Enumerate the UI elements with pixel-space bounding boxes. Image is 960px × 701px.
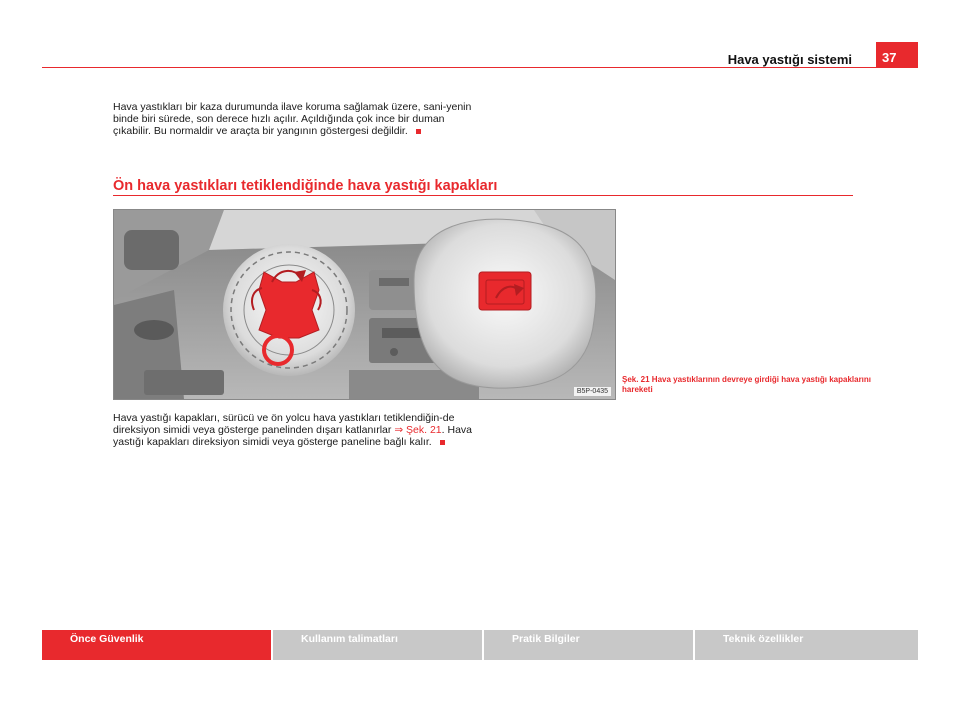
airbag-illustration-drawing [114, 210, 615, 399]
footer-tab-practical-info[interactable]: Pratik Bilgiler [484, 630, 693, 660]
running-header-title: Hava yastığı sistemi [727, 52, 852, 67]
intro-paragraph [113, 101, 473, 137]
header-divider [42, 67, 918, 68]
page-number: 37 [876, 42, 918, 68]
footer-tab-operating-instructions[interactable]: Kullanım talimatları [273, 630, 482, 660]
end-of-section-marker [440, 440, 445, 445]
intro-paragraph-text: Hava yastıkları bir kaza durumunda ilave koruma sağlamak üzere, sani-yenin binde biri sürede, son derece hızlı açılır. Açıldığında çok ince bir duman çıkabilir. Bu normaldir ve araçta bir yangının göstergesi değildir. [113, 101, 472, 137]
chapter-navigation-bar [42, 630, 918, 660]
figure-code: B5P-0435 [574, 387, 611, 396]
end-of-section-marker [416, 129, 421, 134]
section-heading: Ön hava yastıkları tetiklendiğinde hava yastığı kapakları [113, 178, 498, 194]
footer-tab-safety[interactable]: Önce Güvenlik [42, 630, 271, 660]
footer-tab-technical-specs[interactable]: Teknik özellikler [695, 630, 918, 660]
body-paragraph-text-before: Hava yastığı kapakları, sürücü ve ön yolcu hava yastıkları tetiklendiğin-de direksiyon simidi veya gösterge panelinden dışarı katlanırlar [113, 412, 455, 436]
body-paragraph [113, 412, 473, 448]
figure-cross-reference-link[interactable]: ⇒ Şek. 21 [394, 424, 442, 436]
body-paragraph-text-after: . Hava yastığı kapakları direksiyon simidi veya gösterge paneline bağlı kalır. [113, 424, 473, 448]
figure-caption: Şek. 21 Hava yastıklarının devreye girdiği hava yastığı kapaklarını hareketi [622, 375, 872, 394]
section-divider [113, 195, 853, 196]
airbag-illustration [113, 209, 616, 400]
